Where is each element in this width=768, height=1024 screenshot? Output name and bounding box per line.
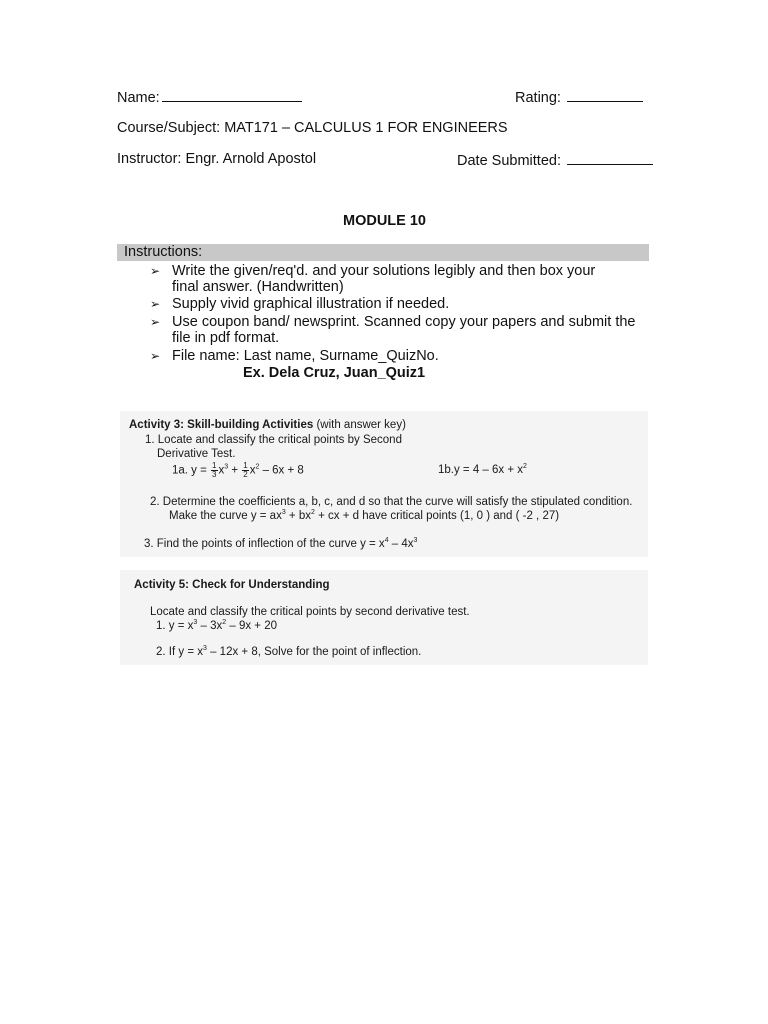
rating-label: Rating: xyxy=(515,90,561,106)
activity5-scan xyxy=(120,570,648,665)
activity5-item1: 1. $y = x^3 - 3x^2 - 9x + 20$ xyxy=(156,619,277,632)
name-label: Name: xyxy=(117,90,160,106)
instructor-line: Instructor: Engr. Arnold Apostol xyxy=(117,151,317,167)
activity3-item3: 3. Find the points of inflection of the curve $y = x^4 - 4x^3$ xyxy=(144,537,418,550)
rating-field xyxy=(515,87,643,107)
activity3-item1: 1. Locate and classify the critical points by Second xyxy=(145,434,402,446)
arrow-bullet-icon: ➢ xyxy=(150,297,161,311)
instruction-item-cont: file in pdf format. xyxy=(172,330,280,346)
filename-example: Ex. Dela Cruz, Juan_Quiz1 xyxy=(243,365,426,381)
activity3-item2-cont: Make the curve $y = ax^3 + bx^2$ + cx + d have critical points (1, 0 ) and ( -2 , 27) xyxy=(169,509,560,522)
instructions-heading: Instructions: xyxy=(124,244,203,260)
activity5-intro: Locate and classify the critical points by second derivative test. xyxy=(150,606,470,618)
activity5-title: Activity 5: Check for Understanding xyxy=(134,579,330,591)
name-field xyxy=(117,87,302,107)
rating-blank xyxy=(567,87,643,102)
instructions-bar xyxy=(117,244,649,261)
instruction-item-cont: final answer. (Handwritten) xyxy=(172,279,344,295)
instruction-item: ➢ Write the given/req'd. and your solutions legibly and then box your xyxy=(150,263,596,279)
arrow-bullet-icon: ➢ xyxy=(150,264,161,278)
activity3-item2: 2. Determine the coefficients a, b, c, and d so that the curve will satisfy the stipulated condition. xyxy=(150,496,633,508)
activity3-item1-cont: Derivative Test. xyxy=(157,448,236,460)
date-blank xyxy=(567,150,653,165)
activity3-item1a: 1a. y = $\frac{1}{3}$ $x^3$ + $\frac{1}{2}$ $x^2 - 6x + 8$ xyxy=(172,461,304,479)
date-submitted-field xyxy=(457,150,653,170)
instruction-item: ➢ Use coupon band/ newsprint. Scanned copy your papers and submit the xyxy=(150,314,636,330)
name-blank xyxy=(162,87,302,102)
activity5-item2: 2. If $y = x^3 - 12x + 8$, Solve for the point of inflection. xyxy=(156,645,422,658)
module-title: MODULE 10 xyxy=(343,213,426,229)
arrow-bullet-icon: ➢ xyxy=(150,349,161,363)
arrow-bullet-icon: ➢ xyxy=(150,315,161,329)
activity3-title: Activity 3: Skill-building Activities (with answer key) xyxy=(129,419,406,431)
instruction-item: ➢ File name: Last name, Surname_QuizNo. xyxy=(150,348,439,364)
activity3-scan xyxy=(120,411,648,557)
activity3-item1b: $1b.y = 4 - 6x + x^2$ xyxy=(438,463,527,476)
instruction-item: ➢ Supply vivid graphical illustration if needed. xyxy=(150,296,450,312)
course-line: Course/Subject: MAT171 – CALCULUS 1 FOR ENGINEERS xyxy=(117,120,508,136)
date-label: Date Submitted: xyxy=(457,153,561,169)
